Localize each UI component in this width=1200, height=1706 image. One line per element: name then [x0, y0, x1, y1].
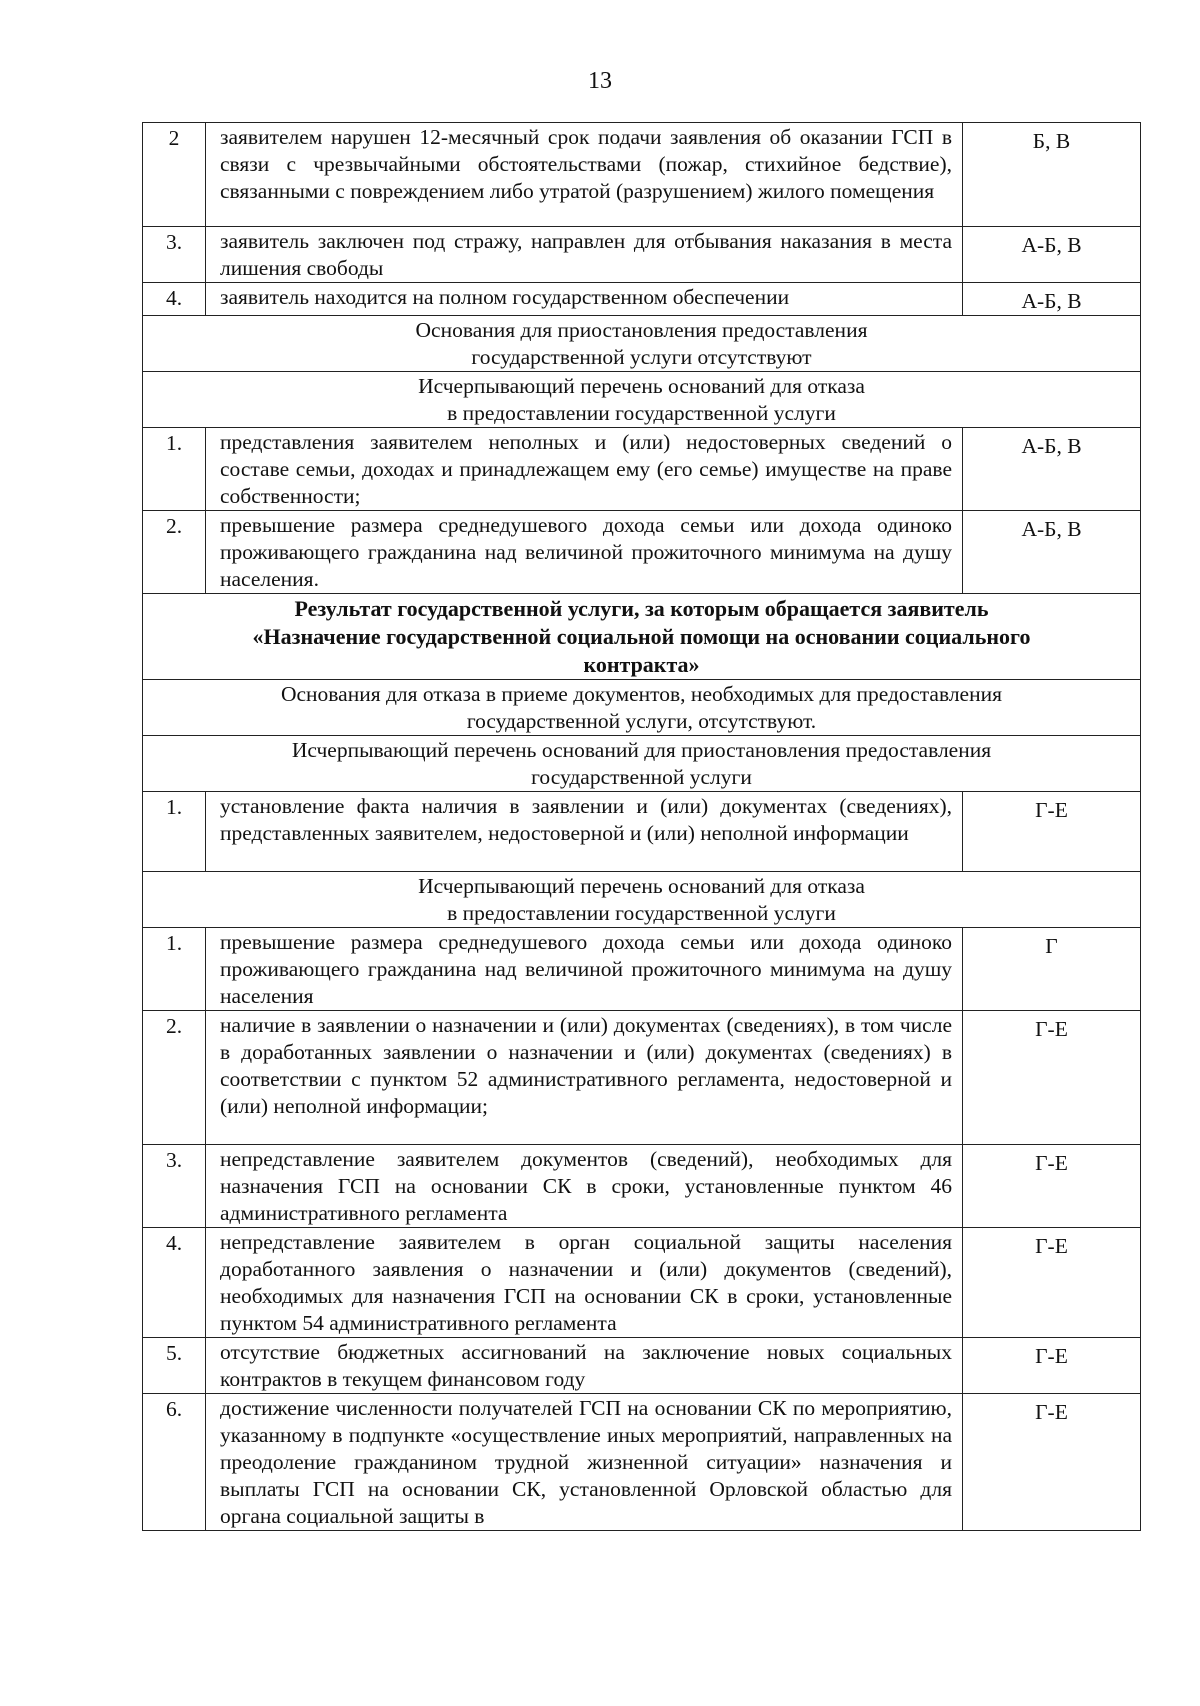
heading-line: государственной услуги, отсутствуют. — [466, 709, 817, 733]
table-row — [143, 1394, 1141, 1531]
table-row — [143, 1338, 1141, 1394]
row-text: установление факта наличия в заявлении и (или) документах (сведениях), представленных заявителем, недостоверной и (или) неполной информации — [206, 792, 963, 872]
row-code: А-Б, В — [963, 283, 1141, 316]
row-text: достижение численности получателей ГСП на основании СК по мероприятию, указанному в подпункте «осуществление иных мероприятий, направленных на преодоление гражданином трудной жизненной ситуации» назначения и выплаты ГСП на основании СК, установленной Орловской областью для органа социальной защиты в — [206, 1394, 963, 1531]
row-number: 2. — [143, 1011, 206, 1145]
row-text: заявитель заключен под стражу, направлен для отбывания наказания в места лишения свободы — [206, 227, 963, 283]
table-row — [143, 283, 1141, 316]
row-code: Г-Е — [963, 1338, 1141, 1394]
page-number: 13 — [588, 68, 612, 94]
section-heading — [143, 316, 1141, 372]
table-row — [143, 511, 1141, 594]
section-heading-row — [143, 372, 1141, 428]
row-code: Г-Е — [963, 1145, 1141, 1228]
row-text: заявителем нарушен 12-месячный срок подачи заявления об оказании ГСП в связи с чрезвычайными обстоятельствами (пожар, стихийное бедствие), связанными с повреждением либо утратой (разрушением) жилого помещения — [206, 123, 963, 227]
section-heading-row — [143, 316, 1141, 372]
table-row — [143, 1145, 1141, 1228]
row-code: А-Б, В — [963, 511, 1141, 594]
row-number: 3. — [143, 1145, 206, 1228]
table-row — [143, 1011, 1141, 1145]
heading-line: государственной услуги отсутствуют — [471, 345, 812, 369]
heading-line: Исчерпывающий перечень оснований для отказа — [418, 374, 865, 398]
row-text: отсутствие бюджетных ассигнований на заключение новых социальных контрактов в текущем финансовом году — [206, 1338, 963, 1394]
section-heading — [143, 680, 1141, 736]
row-number: 2 — [143, 123, 206, 227]
row-number: 4. — [143, 1228, 206, 1338]
heading-line: Результат государственной услуги, за которым обращается заявитель — [294, 596, 989, 621]
row-code: Г-Е — [963, 1228, 1141, 1338]
heading-line: Исчерпывающий перечень оснований для отказа — [418, 874, 865, 898]
row-text: непредставление заявителем в орган социальной защиты населения доработанного заявления о назначении и (или) документов (сведений), необходимых для назначения ГСП на основании СК в сроки, установленные пунктом 54 административного регламента — [206, 1228, 963, 1338]
row-text: непредставление заявителем документов (сведений), необходимых для назначения ГСП на основании СК в сроки, установленные пунктом 46 административного регламента — [206, 1145, 963, 1228]
row-number: 1. — [143, 928, 206, 1011]
row-text: заявитель находится на полном государственном обеспечении — [206, 283, 963, 316]
heading-line: Основания для отказа в приеме документов, необходимых для предоставления — [280, 682, 1002, 706]
section-heading-row — [143, 680, 1141, 736]
row-code: А-Б, В — [963, 227, 1141, 283]
table-row — [143, 428, 1141, 511]
heading-line: контракта» — [583, 652, 700, 677]
row-number: 4. — [143, 283, 206, 316]
section-heading-row — [143, 594, 1141, 680]
row-code: Г-Е — [963, 792, 1141, 872]
row-text: представления заявителем неполных и (или) недостоверных сведений о составе семьи, доходах и принадлежащем ему (его семье) имуществе на праве собственности; — [206, 428, 963, 511]
heading-line: Основания для приостановления предоставления — [415, 318, 868, 342]
heading-line: в предоставлении государственной услуги — [447, 901, 836, 925]
row-text: превышение размера среднедушевого дохода семьи или дохода одиноко проживающего гражданина над величиной прожиточного минимума на душу населения — [206, 928, 963, 1011]
heading-line: Исчерпывающий перечень оснований для приостановления предоставления — [291, 738, 992, 762]
table-row — [143, 1228, 1141, 1338]
table-row — [143, 928, 1141, 1011]
row-code: Г — [963, 928, 1141, 1011]
row-number: 5. — [143, 1338, 206, 1394]
table-row — [143, 792, 1141, 872]
row-text: превышение размера среднедушевого дохода семьи или дохода одиноко проживающего гражданина над величиной прожиточного минимума на душу населения. — [206, 511, 963, 594]
section-heading — [143, 736, 1141, 792]
row-code: Г-Е — [963, 1394, 1141, 1531]
heading-line: государственной услуги — [531, 765, 752, 789]
heading-line: в предоставлении государственной услуги — [447, 401, 836, 425]
grounds-table — [142, 122, 1141, 1531]
section-heading — [143, 872, 1141, 928]
row-code: Б, В — [963, 123, 1141, 227]
row-number: 1. — [143, 428, 206, 511]
row-text: наличие в заявлении о назначении и (или) документах (сведениях), в том числе в доработанных заявлении о назначении и (или) документах (сведениях) в соответствии с пунктом 52 административного регламента, недостоверной и (или) неполной информации; — [206, 1011, 963, 1145]
section-heading-row — [143, 872, 1141, 928]
row-code: Г-Е — [963, 1011, 1141, 1145]
table-row — [143, 227, 1141, 283]
row-number: 3. — [143, 227, 206, 283]
result-heading — [143, 594, 1141, 680]
heading-line: «Назначение государственной социальной помощи на основании социального — [252, 624, 1031, 649]
row-number: 2. — [143, 511, 206, 594]
row-code: А-Б, В — [963, 428, 1141, 511]
row-number: 6. — [143, 1394, 206, 1531]
section-heading — [143, 372, 1141, 428]
table-row — [143, 123, 1141, 227]
section-heading-row — [143, 736, 1141, 792]
row-number: 1. — [143, 792, 206, 872]
